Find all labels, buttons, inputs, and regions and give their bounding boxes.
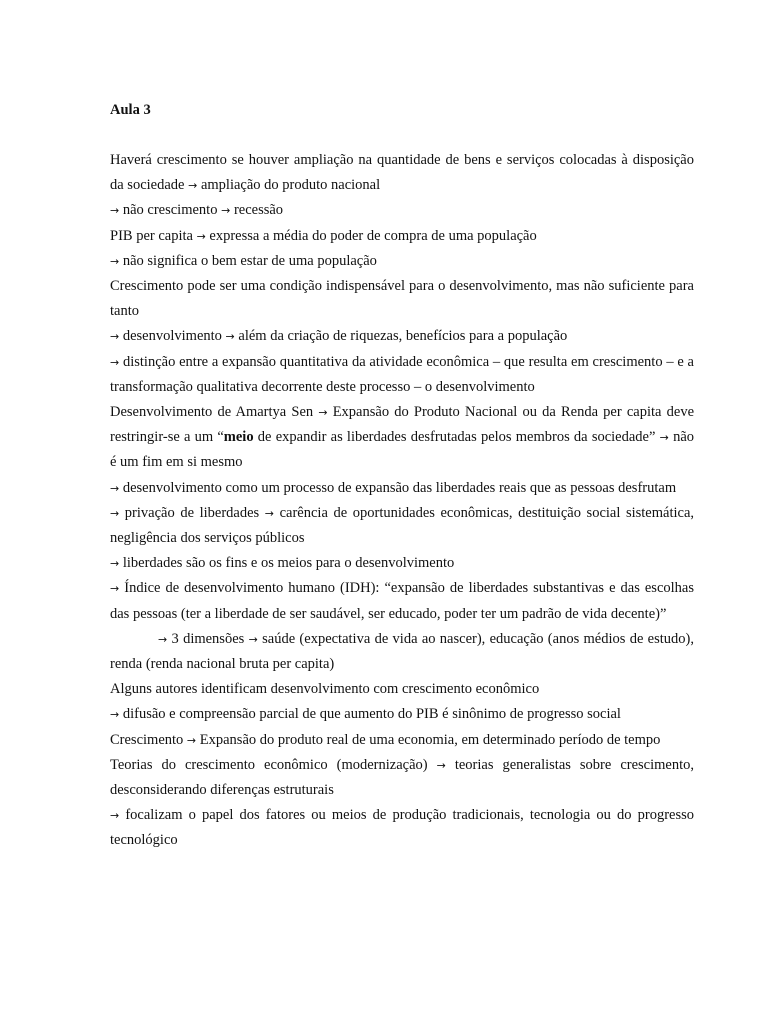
arrow-icon: → xyxy=(110,481,120,495)
text: distinção entre a expansão quantitativa da atividade econômica – que resulta em crescimento – e a transformação qualitativa decorrente deste processo – o desenvolvimento xyxy=(110,353,694,395)
text: saúde (expectativa de vida ao nascer), educação (anos médios de estudo), renda (renda nacional bruta per capita) xyxy=(110,630,694,673)
text: Expansão do produto real de uma economia, em determinado período de tempo xyxy=(196,731,661,748)
paragraph-1 xyxy=(110,148,694,198)
text: expressa a média do poder de compra de uma população xyxy=(205,227,537,244)
text: Índice de desenvolvimento humano (IDH): “expansão de liberdades substantivas e das escolhas das pessoas (ter a liberdade de ser saudável, ser educado, poder ter um padrão de vida decente)” xyxy=(110,580,694,622)
text: Crescimento xyxy=(110,731,187,748)
text: 3 dimensões xyxy=(167,630,249,647)
text: Haverá crescimento se houver ampliação na quantidade de bens e serviços colocadas à disposição da sociedade xyxy=(110,152,694,194)
text: focalizam o papel dos fatores ou meios de produção tradicionais, tecnologia ou do progresso tecnológico xyxy=(110,807,694,849)
paragraph-2 xyxy=(110,198,694,223)
arrow-icon: → xyxy=(318,406,328,420)
paragraph-3 xyxy=(110,224,694,249)
arrow-icon: → xyxy=(110,557,120,571)
text: PIB per capita xyxy=(110,227,197,244)
text: Desenvolvimento de Amartya Sen xyxy=(110,404,319,421)
text: Crescimento pode ser uma condição indispensável para o desenvolvimento, mas não suficiente para tanto xyxy=(110,278,694,320)
text: não é um fim em si mesmo xyxy=(110,429,695,471)
paragraph-5 xyxy=(110,274,694,324)
paragraph-6 xyxy=(110,324,694,349)
arrow-icon: → xyxy=(196,229,206,243)
text: liberdades são os fins e os meios para o desenvolvimento xyxy=(119,555,455,572)
text: Expansão do Produto Nacional ou da Renda per capita deve restringir-se a um “ xyxy=(110,404,695,446)
bold-word: meio xyxy=(223,429,254,446)
paragraph-9 xyxy=(110,476,694,501)
text: de expandir as liberdades desfrutadas pelos membros da sociedade” xyxy=(253,429,660,446)
paragraph-14 xyxy=(110,677,694,702)
arrow-icon: → xyxy=(436,758,446,772)
paragraph-8 xyxy=(110,400,694,476)
arrow-icon: → xyxy=(225,330,235,344)
text: privação de liberdades xyxy=(119,504,265,521)
arrow-icon: → xyxy=(248,632,258,646)
text: recessão xyxy=(230,202,284,219)
text: não significa o bem estar de uma população xyxy=(119,252,377,269)
arrow-icon: → xyxy=(659,431,669,445)
text: desenvolvimento xyxy=(119,328,226,345)
arrow-icon: → xyxy=(110,355,120,369)
text: desenvolvimento como um processo de expansão das liberdades reais que as pessoas desfrutam xyxy=(119,479,677,496)
text: Teorias do crescimento econômico (modernização) xyxy=(110,756,437,773)
arrow-icon: → xyxy=(110,809,120,823)
arrow-icon: → xyxy=(110,506,120,520)
document-title: Aula 3 xyxy=(110,102,151,118)
paragraph-13 xyxy=(110,627,694,677)
text: ampliação do produto nacional xyxy=(197,177,381,194)
paragraph-10 xyxy=(110,501,694,551)
text: além da criação de riquezas, benefícios para a população xyxy=(234,328,568,345)
text: Alguns autores identificam desenvolvimento com crescimento econômico xyxy=(110,681,540,698)
paragraph-17 xyxy=(110,753,694,803)
arrow-icon: → xyxy=(110,330,120,344)
paragraph-11 xyxy=(110,551,694,576)
text: difusão e compreensão parcial de que aumento do PIB é sinônimo de progresso social xyxy=(119,706,621,723)
arrow-icon: → xyxy=(188,179,198,193)
paragraph-18 xyxy=(110,803,694,853)
paragraph-7 xyxy=(110,350,694,400)
arrow-icon: → xyxy=(110,582,120,596)
text: carência de oportunidades econômicas, destituição social sistemática, negligência dos serviços públicos xyxy=(110,504,695,547)
paragraph-16 xyxy=(110,728,694,753)
arrow-icon: → xyxy=(221,204,231,218)
paragraph-4 xyxy=(110,249,694,274)
arrow-icon: → xyxy=(158,632,168,646)
paragraph-12 xyxy=(110,576,694,626)
arrow-icon: → xyxy=(110,204,120,218)
paragraph-15 xyxy=(110,702,694,727)
text: não crescimento xyxy=(119,202,222,219)
arrow-icon: → xyxy=(186,733,197,747)
arrow-icon: → xyxy=(264,506,274,520)
text: teorias generalistas sobre crescimento, desconsiderando diferenças estruturais xyxy=(110,756,694,799)
arrow-icon: → xyxy=(110,254,120,268)
arrow-icon: → xyxy=(110,708,120,722)
